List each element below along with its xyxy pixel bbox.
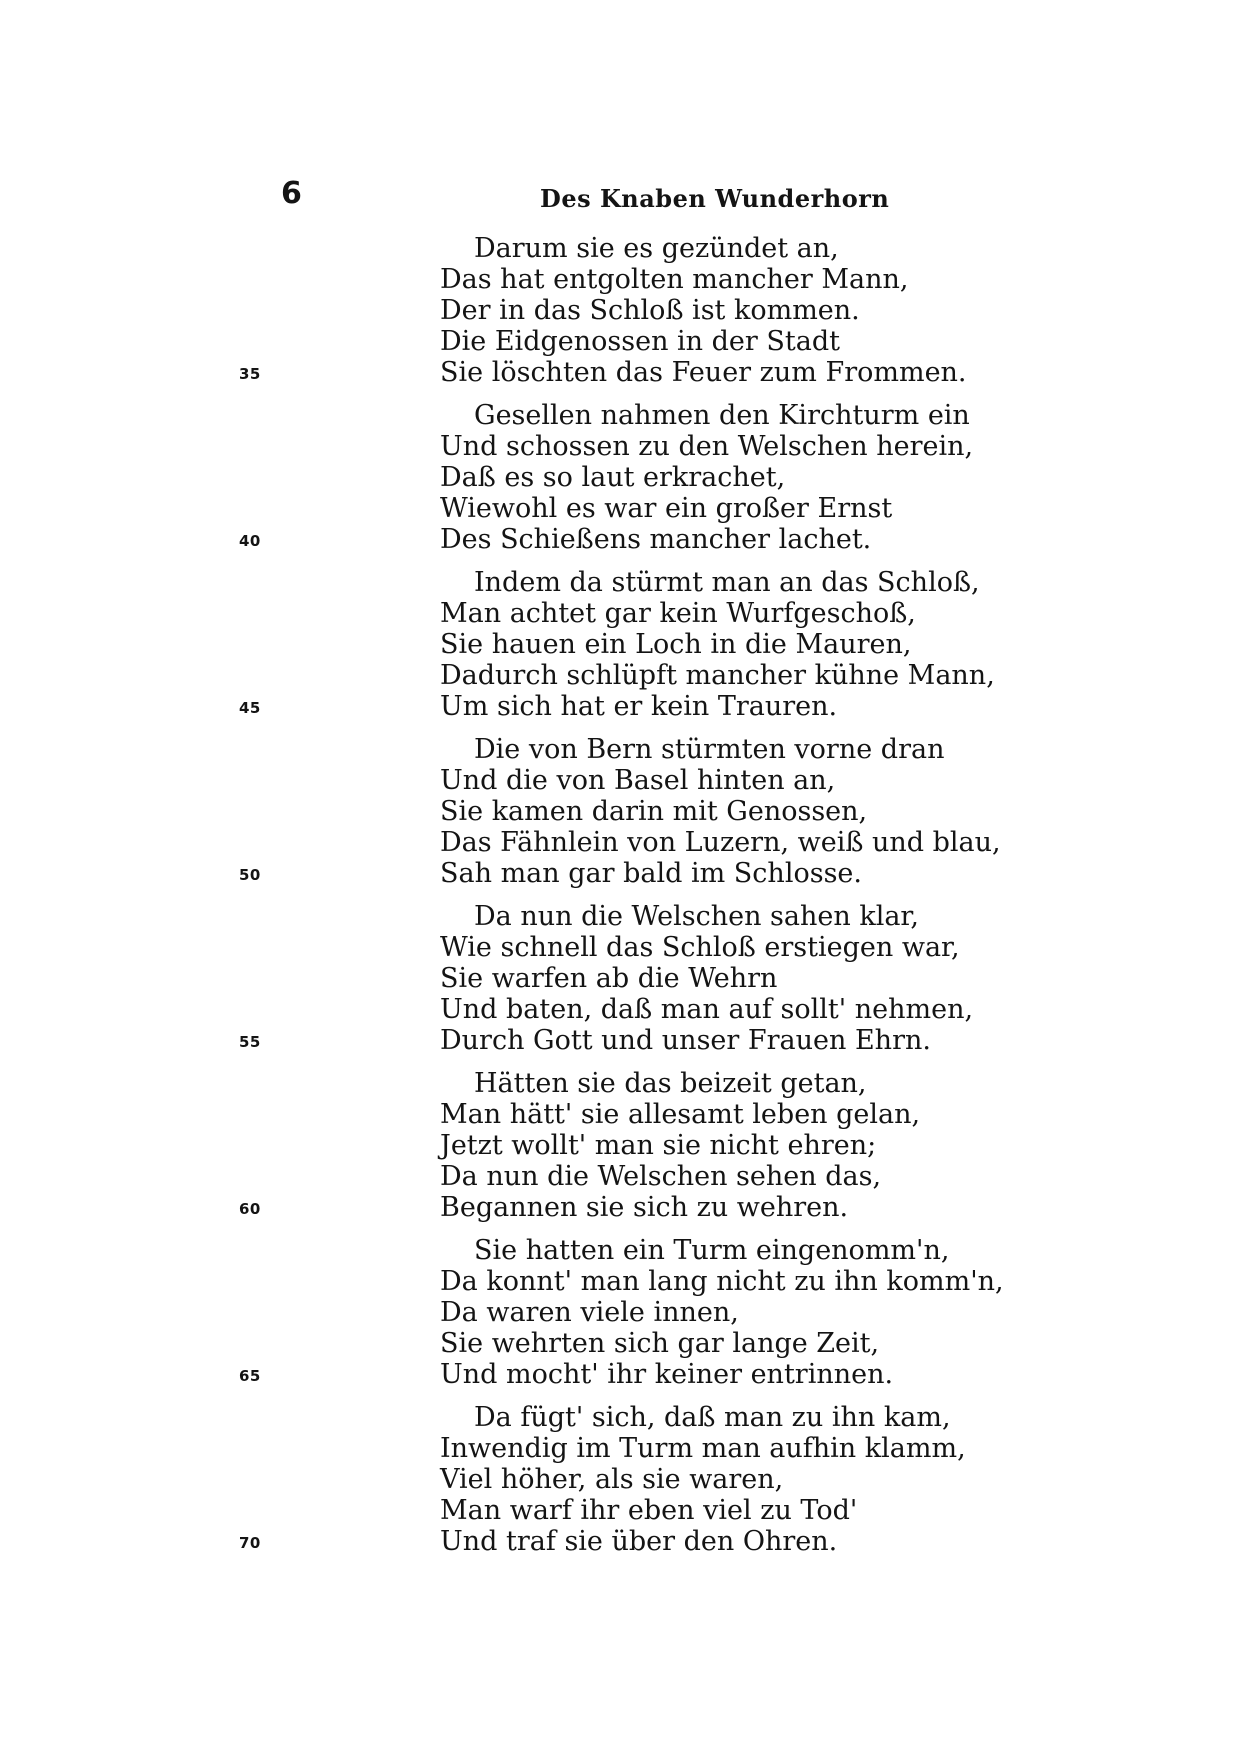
verse-line-numbered — [239, 858, 1220, 889]
line-number: 65 — [239, 1367, 261, 1385]
verse-line: Dadurch schlüpft mancher kühne Mann, — [440, 660, 995, 691]
verse-line: Gesellen nahmen den Kirchturm ein — [474, 400, 970, 431]
stanza — [239, 233, 1220, 388]
stanza — [239, 567, 1220, 722]
verse-line: Man warf ihr eben viel zu Tod' — [440, 1495, 858, 1526]
verse-text: Um sich hat er kein Trauren. — [440, 691, 838, 722]
verse-line: Indem da stürmt man an das Schloß, — [474, 567, 980, 598]
verse-line-numbered — [239, 1526, 1220, 1557]
line-number: 55 — [239, 1033, 261, 1051]
verse-line: Und schossen zu den Welschen herein, — [440, 431, 974, 462]
verse-line: Und baten, daß man auf sollt' nehmen, — [440, 994, 974, 1025]
verse-line-numbered — [239, 1192, 1220, 1223]
verse-text: Durch Gott und unser Frauen Ehrn. — [440, 1025, 931, 1056]
verse-line: Man hätt' sie allesamt leben gelan, — [440, 1099, 921, 1130]
verse-line: Sie kamen darin mit Genossen, — [440, 796, 868, 827]
verse-line: Sie wehrten sich gar lange Zeit, — [440, 1328, 880, 1359]
verse-line: Viel höher, als sie waren, — [440, 1464, 784, 1495]
verse-line: Sie hauen ein Loch in die Mauren, — [440, 629, 912, 660]
page-number: 6 — [281, 176, 302, 211]
verse-line: Da konnt' man lang nicht zu ihn komm'n, — [440, 1266, 1004, 1297]
verse-line: Und die von Basel hinten an, — [440, 765, 836, 796]
verse-line: Der in das Schloß ist kommen. — [440, 295, 860, 326]
line-number: 35 — [239, 365, 261, 383]
stanza — [239, 1068, 1220, 1223]
verse-line: Hätten sie das beizeit getan, — [474, 1068, 867, 1099]
verse-line: Das hat entgolten mancher Mann, — [440, 264, 909, 295]
verse-line-numbered — [239, 524, 1220, 555]
verse-line: Das Fähnlein von Luzern, weiß und blau, — [440, 827, 1001, 858]
verse-text: Begannen sie sich zu wehren. — [440, 1192, 849, 1223]
verse-line: Darum sie es gezündet an, — [474, 233, 839, 264]
verse-line-numbered — [239, 1025, 1220, 1056]
verse-text: Des Schießens mancher lachet. — [440, 524, 872, 555]
stanza — [239, 901, 1220, 1056]
running-head: Des Knaben Wunderhorn — [540, 184, 890, 213]
verse-line-numbered — [239, 691, 1220, 722]
verse-line: Sie warfen ab die Wehrn — [440, 963, 778, 994]
line-number: 45 — [239, 699, 261, 717]
verse-line: Inwendig im Turm man aufhin klamm, — [440, 1433, 966, 1464]
verse-line-numbered — [239, 357, 1220, 388]
verse-text: Sie löschten das Feuer zum Frommen. — [440, 357, 967, 388]
verse-line: Man achtet gar kein Wurfgeschoß, — [440, 598, 916, 629]
poem-text — [239, 233, 1220, 1569]
verse-line: Jetzt wollt' man sie nicht ehren; — [440, 1130, 877, 1161]
stanza — [239, 400, 1220, 555]
verse-text: Sah man gar bald im Schlosse. — [440, 858, 862, 889]
verse-line: Wie schnell das Schloß erstiegen war, — [440, 932, 960, 963]
stanza — [239, 1402, 1220, 1557]
verse-line: Da waren viele innen, — [440, 1297, 739, 1328]
stanza — [239, 1235, 1220, 1390]
verse-line: Wiewohl es war ein großer Ernst — [440, 493, 893, 524]
verse-line: Daß es so laut erkrachet, — [440, 462, 786, 493]
verse-text: Und mocht' ihr keiner entrinnen. — [440, 1359, 894, 1390]
verse-line: Da nun die Welschen sahen klar, — [474, 901, 919, 932]
verse-line: Da nun die Welschen sehen das, — [440, 1161, 882, 1192]
verse-line: Sie hatten ein Turm eingenomm'n, — [474, 1235, 950, 1266]
verse-line: Die Eidgenossen in der Stadt — [440, 326, 840, 357]
line-number: 40 — [239, 532, 261, 550]
stanza — [239, 734, 1220, 889]
verse-line: Da fügt' sich, daß man zu ihn kam, — [474, 1402, 951, 1433]
line-number: 70 — [239, 1534, 261, 1552]
line-number: 50 — [239, 866, 261, 884]
line-number: 60 — [239, 1200, 261, 1218]
verse-line-numbered — [239, 1359, 1220, 1390]
verse-line: Die von Bern stürmten vorne dran — [474, 734, 945, 765]
verse-text: Und traf sie über den Ohren. — [440, 1526, 838, 1557]
